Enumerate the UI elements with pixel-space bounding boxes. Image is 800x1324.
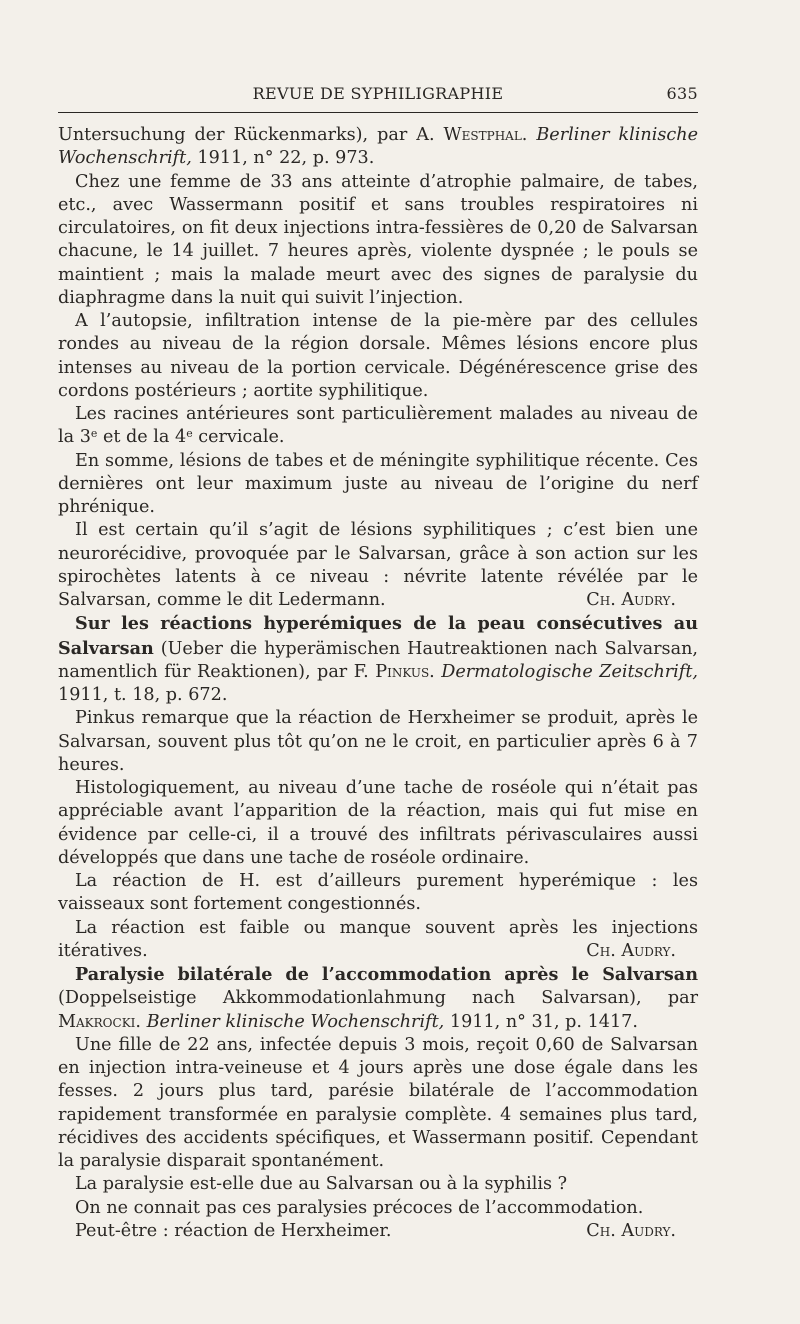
article-details: 1911, n° 31, p. 1417. [444, 1011, 638, 1032]
article1-paragraph-5 [58, 519, 698, 612]
ordinal-sup-1: e [90, 427, 98, 441]
article1-paragraph-1: Chez une femme de 33 ans atteinte d’atrophie palmaire, de tabes, etc., avec Wassermann positif et sans troubles respiratoires ni circulatoires, on fit deux injections intra-fessières de 0,20 de Salvarsan chacune, le 14 juillet. 7 heures après, violente dyspnée ; le pouls se maintient ; mais la malade meurt avec des signes de paralysie du diaphragme dans la nuit qui suivit l’injection. [58, 171, 698, 308]
article1-paragraph-2: A l’autopsie, infiltration intense de la pie-mère par des cellules rondes au niveau de la région dorsale. Mêmes lésions encore plus intenses au niveau de la portion cervicale. Dégénérescence grise des cordons postérieurs ; aortite syphilitique. [58, 311, 698, 401]
signature: Ch. Audry. [586, 1220, 676, 1241]
article2-paragraph-4 [58, 917, 698, 964]
ref-text: Untersuchung der Rückenmarks), par A. [58, 125, 444, 145]
article3-heading [58, 963, 698, 1034]
ordinal-sup-2: e [186, 427, 193, 441]
article-title: Paralysie bilatérale de l’accommodation après le Salvarsan [75, 964, 698, 985]
p3-part-a: Les racines antérieures sont particulièrement malades au niveau de la 3 [58, 404, 698, 448]
page-number: 635 [666, 84, 698, 103]
article-details: 1911, t. 18, p. 672. [58, 685, 228, 705]
article1-paragraph-3 [58, 403, 698, 450]
signature: Ch. Audry. [586, 590, 676, 610]
p4-text: Peut-être : réaction de Herxheimer. [75, 1220, 392, 1241]
article-subtitle: (Doppelseistige Akkommodationlahmung nach Salvarsan), par [58, 988, 698, 1009]
article2-heading [58, 612, 698, 707]
running-header [58, 84, 698, 108]
p5-text: Il est certain qu’il s’agit de lésions syphilitiques ; c’est bien une neurorécidive, provoquée par le Salvarsan, grâce à son action sur les spirochètes latents à ce niveau : névrite latente révélée par le Salvarsan, comme le dit Ledermann. [58, 520, 698, 610]
article2-paragraph-2: Histologiquement, au niveau d’une tache de roséole qui n’était pas appréciable avant l’apparition de la réaction, mais qui fut mise en évidence par celle-ci, il a trouvé des infiltrats périvasculaires aussi développés que dans une tache de roséole ordinaire. [58, 778, 698, 868]
page-body [58, 124, 698, 1243]
signature: Ch. Audry. [586, 940, 676, 961]
article-subtitle: (Ueber die hyperämischen Hautreaktionen nach Salvarsan, namentlich für Reaktionen), par F. [58, 638, 698, 682]
article-author: Pinkus. [375, 661, 435, 682]
p4-text: La réaction est faible ou manque souvent après les injections itératives. [58, 917, 698, 961]
header-rule [58, 112, 698, 113]
article-author: Makrocki. [58, 1011, 141, 1032]
article3-paragraph-3: On ne connait pas ces paralysies précoces de l’accommodation. [75, 1197, 644, 1218]
article-journal: Berliner klinische Wochenschrift, [141, 1011, 445, 1032]
p3-part-b: et de la 4 [97, 427, 187, 448]
ref-details: 1911, n° 22, p. 973. [191, 148, 375, 169]
article3-paragraph-4 [58, 1220, 698, 1243]
ref-author: Westphal. [443, 125, 528, 145]
article2-paragraph-3: La réaction de H. est d’ailleurs purement hyperémique : les vaisseaux sont fortement congestionnés. [58, 871, 698, 915]
article1-paragraph-4: En somme, lésions de tabes et de méningite syphilitique récente. Ces dernières ont leur maximum juste au niveau de l’origine du nerf phrénique. [58, 450, 698, 517]
article-title: Sur les réactions hyperémiques de la peau consécutives au Salvarsan [58, 613, 698, 659]
p3-part-c: cervicale. [192, 427, 285, 448]
article-journal: Dermatologische Zeitschrift, [434, 661, 698, 682]
journal-title: REVUE DE SYPHILIGRAPHIE [252, 84, 504, 103]
article3-paragraph-1: Une fille de 22 ans, infectée depuis 3 mois, reçoit 0,60 de Salvarsan en injection intra-veineuse et 4 jours après une dose égale dans les fesses. 2 jours plus tard, parésie bilatérale de l’accommodation rapidement transformée en paralysie complète. 4 semaines plus tard, récidives des accidents spécifiques, et Wassermann positif. Cependant la paralysie disparait spontanément. [58, 1034, 698, 1171]
article3-paragraph-2: La paralysie est-elle due au Salvarsan ou à la syphilis ? [75, 1174, 568, 1195]
ref-journal: Berliner klinische Wochenschrift, [58, 125, 699, 169]
article2-paragraph-1: Pinkus remarque que la réaction de Herxheimer se produit, après le Salvarsan, souvent plus tôt qu’on ne le croit, en particulier après 6 à 7 heures. [58, 708, 698, 775]
article1-reference [58, 124, 698, 171]
